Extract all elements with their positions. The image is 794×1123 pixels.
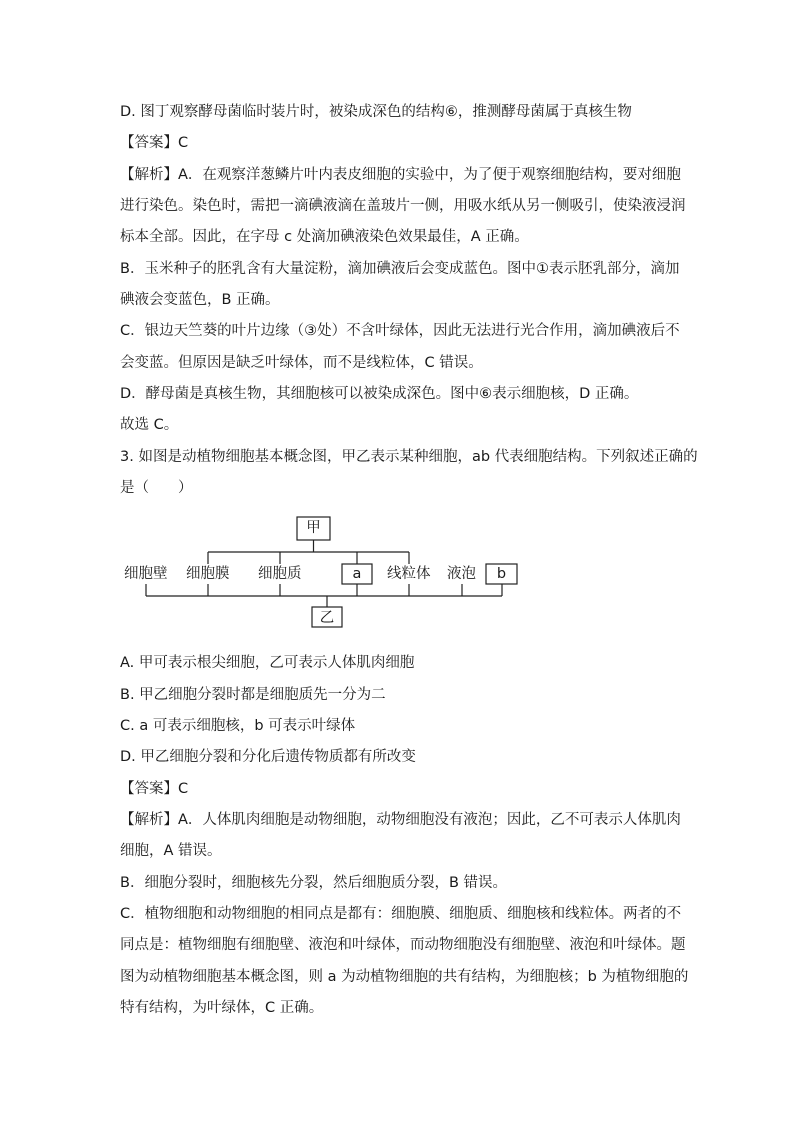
analysis-line: 进行染色。染色时，需把一滴碘液滴在盖玻片一侧，用吸水纸从另一侧吸引，使染液浸润 [120, 198, 686, 214]
diagram-label-vacuole: 液泡 [447, 566, 476, 582]
analysis-line: C．植物细胞和动物细胞的相同点是都有：细胞膜、细胞质、细胞核和线粒体。两者的不 [120, 906, 682, 922]
analysis-line: B．玉米种子的胚乳含有大量淀粉，滴加碘液后会变成蓝色。图中①表示胚乳部分，滴加 [120, 261, 680, 277]
analysis-line: 标本全部。因此，在字母 c 处滴加碘液染色效果最佳，A 正确。 [120, 229, 529, 245]
analysis-line: D．酵母菌是真核生物，其细胞核可以被染成深色。图中⑥表示细胞核，D 正确。 [120, 386, 639, 402]
conclusion-line: 故选 C。 [120, 417, 179, 433]
diagram-box-yi: 乙 [319, 610, 335, 626]
option-b: B. 甲乙细胞分裂时都是细胞质先一分为二 [120, 687, 386, 703]
analysis-line: 细胞，A 错误。 [120, 843, 222, 859]
analysis-line: 会变蓝。但原因是缺乏叶绿体，而不是线粒体，C 错误。 [120, 355, 483, 371]
analysis-line: 特有结构，为叶绿体，C 正确。 [120, 1000, 324, 1016]
analysis-line: 同点是：植物细胞有细胞壁、液泡和叶绿体，而动物细胞没有细胞壁、液泡和叶绿体。题 [120, 937, 686, 953]
analysis-line: 【解析】A．在观察洋葱鳞片叶内表皮细胞的实验中，为了便于观察细胞结构，要对细胞 [120, 167, 681, 183]
analysis-line: B．细胞分裂时，细胞核先分裂，然后细胞质分裂，B 错误。 [120, 875, 508, 891]
diagram-box-b: b [496, 566, 507, 582]
analysis-line: C．银边天竺葵的叶片边缘（③处）不含叶绿体，因此无法进行光合作用，滴加碘液后不 [120, 323, 680, 339]
analysis-line: 【解析】A．人体肌肉细胞是动物细胞，动物细胞没有液泡；因此，乙不可表示人体肌肉 [120, 812, 681, 828]
answer-label-q3: 【答案】C [120, 781, 189, 797]
option-c: C. a 可表示细胞核，b 可表示叶绿体 [120, 718, 356, 734]
analysis-line: 图为动植物细胞基本概念图，则 a 为动植物细胞的共有结构，为细胞核；b 为植物细胞的 [120, 969, 689, 985]
option-a: A. 甲可表示根尖细胞，乙可表示人体肌肉细胞 [120, 655, 415, 671]
analysis-line: 碘液会变蓝色，B 正确。 [120, 292, 280, 308]
answer-label-q2: 【答案】C [120, 135, 189, 151]
option-d: D. 甲乙细胞分裂和分化后遗传物质都有所改变 [120, 749, 416, 765]
cell-concept-diagram [120, 510, 520, 634]
diagram-label-mitochondria: 线粒体 [387, 566, 431, 582]
diagram-box-jia: 甲 [306, 520, 321, 536]
diagram-box-a: a [352, 566, 362, 582]
diagram-label-cytoplasm: 细胞质 [258, 566, 302, 582]
question-3-stem-cont: 是（ ） [120, 480, 193, 496]
diagram-label-cell-membrane: 细胞膜 [186, 566, 230, 582]
option-d-prev: D. 图丁观察酵母菌临时装片时，被染成深色的结构⑥，推测酵母菌属于真核生物 [120, 104, 632, 120]
diagram-label-cell-wall: 细胞壁 [124, 566, 168, 582]
question-3-stem: 3. 如图是动植物细胞基本概念图，甲乙表示某种细胞，ab 代表细胞结构。下列叙述正确的 [120, 449, 698, 465]
